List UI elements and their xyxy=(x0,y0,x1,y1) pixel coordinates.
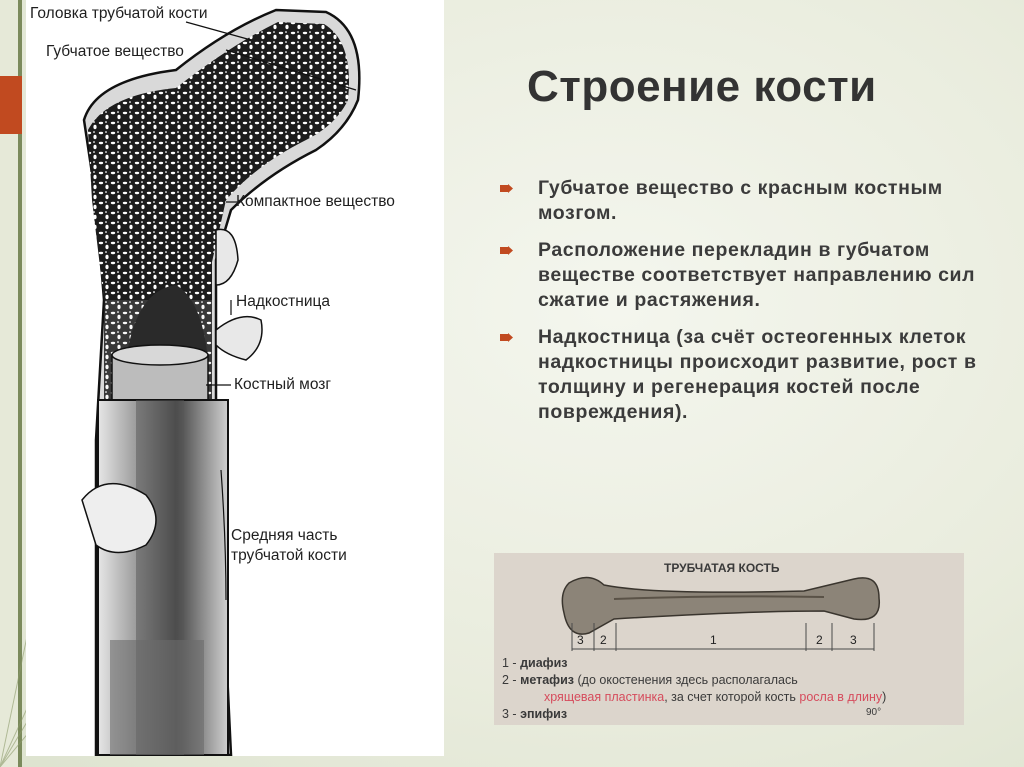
bullet-text: Губчатое вещество с красным костным мозгом. xyxy=(538,177,943,224)
bullet-text: Надкостница (за счёт остеогенных клеток надкостницы происходит развитие, рост в толщину и регенерация костей после повреждения). xyxy=(538,326,977,423)
photo-title: ТРУБЧАТАЯ КОСТЬ xyxy=(664,561,780,575)
bullet-text: Расположение перекладин в губчатом веществе соответствует направлению сил сжатие и растяжения. xyxy=(538,239,976,311)
accent-bar xyxy=(0,76,22,134)
tubular-bone-photo xyxy=(494,553,964,725)
zone-label: 3 xyxy=(577,633,584,647)
bullet-list xyxy=(500,176,1000,437)
label-bone-head: Головка трубчатой кости xyxy=(30,5,208,22)
bone-structure-figure xyxy=(26,0,444,756)
arrow-bullet-icon xyxy=(500,184,513,193)
zone-label: 1 xyxy=(710,633,717,647)
zone-label: 2 xyxy=(816,633,823,647)
label-compact-substance: Компактное вещество xyxy=(236,193,395,210)
photo-mark: 90° xyxy=(866,707,882,718)
list-item xyxy=(500,325,1000,425)
legend-line-1: 1 - диафиз xyxy=(502,656,568,670)
legend-line-4: 3 - эпифиз xyxy=(502,707,568,721)
list-item xyxy=(500,238,1000,313)
label-spongy-substance: Губчатое вещество xyxy=(46,43,184,60)
arrow-bullet-icon xyxy=(500,333,513,342)
legend-line-3: хрящевая пластинка, за счет которой кость росла в длину) xyxy=(544,690,887,704)
legend-line-2: 2 - метафиз (до окостенения здесь располагалась xyxy=(502,673,798,687)
slide-title: Строение кости xyxy=(527,62,877,111)
label-periosteum: Надкостница xyxy=(236,293,330,310)
zone-label: 3 xyxy=(850,633,857,647)
arrow-bullet-icon xyxy=(500,246,513,255)
label-bone-marrow: Костный мозг xyxy=(234,376,332,393)
zone-label: 2 xyxy=(600,633,607,647)
label-middle-part-2: трубчатой кости xyxy=(231,547,347,564)
label-middle-part-1: Средняя часть xyxy=(231,527,338,544)
list-item xyxy=(500,176,1000,226)
